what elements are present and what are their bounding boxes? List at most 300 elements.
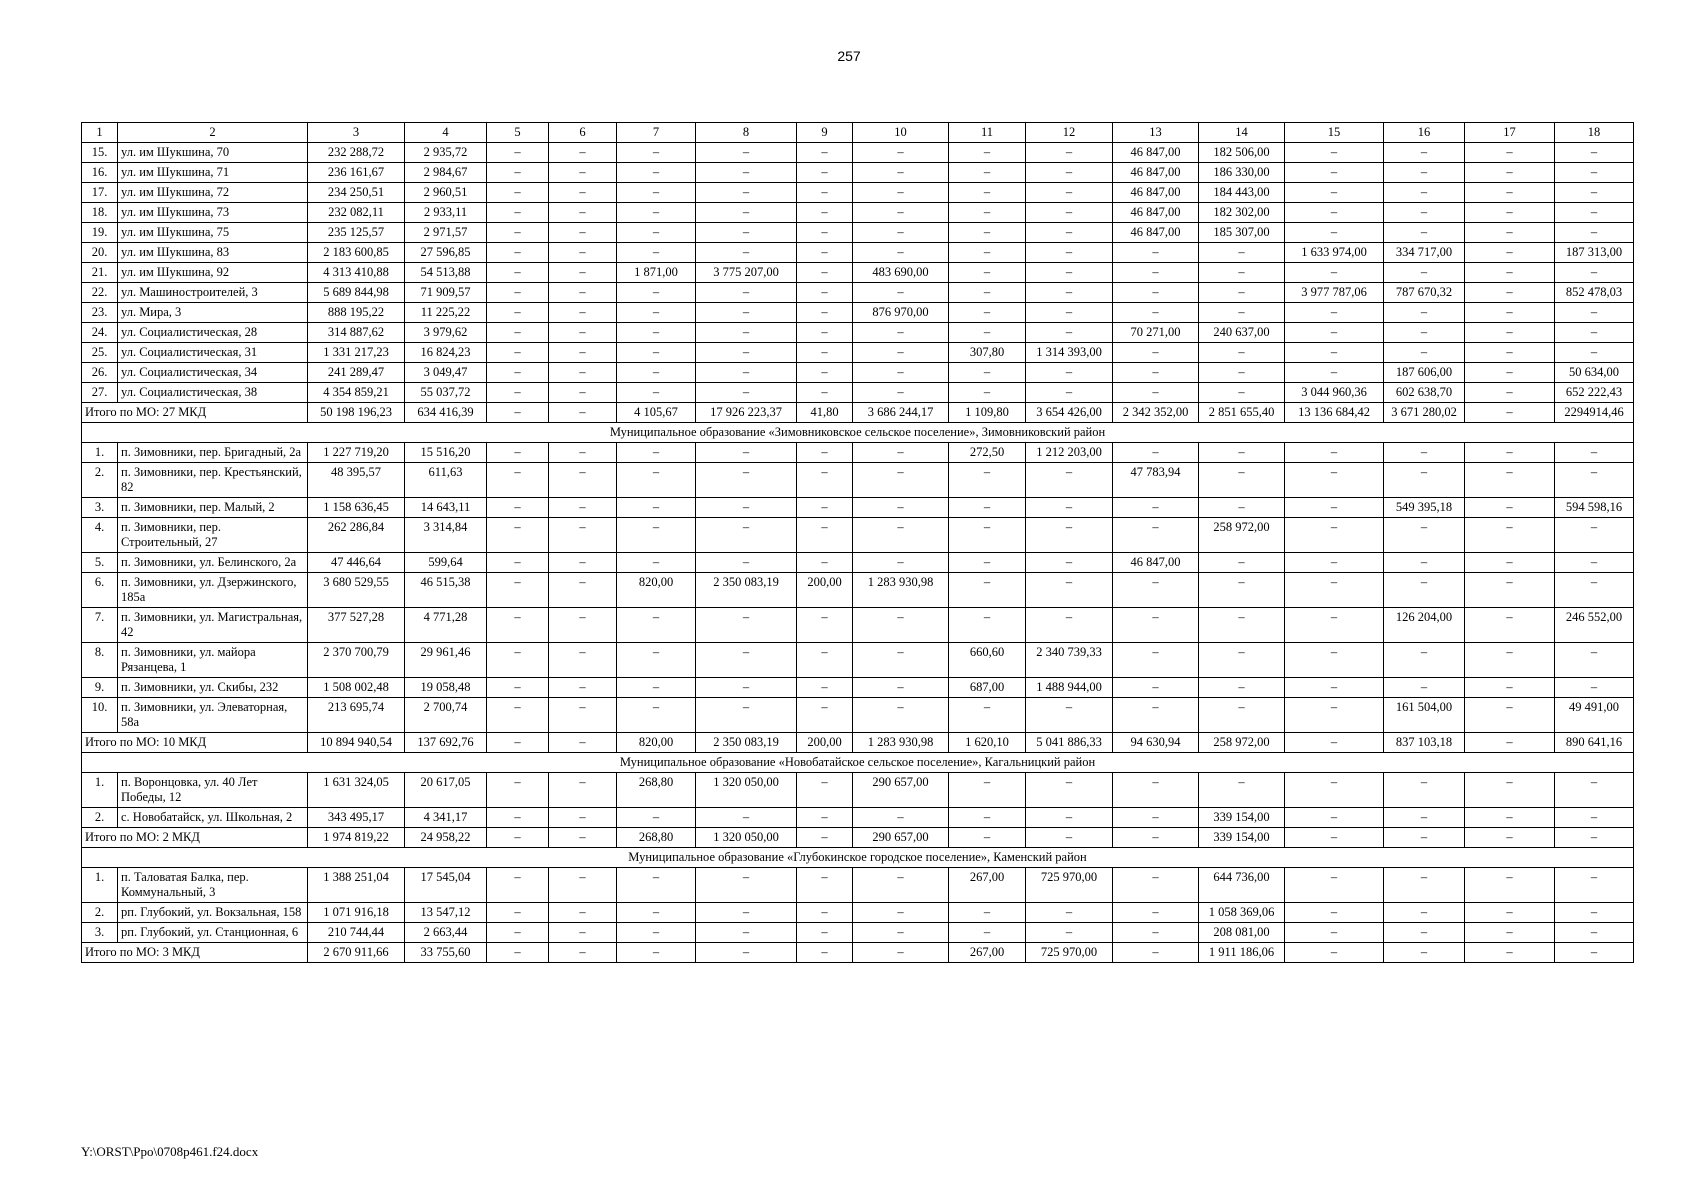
table-cell: – [853, 163, 949, 183]
table-cell: – [1199, 678, 1285, 698]
table-cell: 334 717,00 [1384, 243, 1465, 263]
table-cell: 3 686 244,17 [853, 403, 949, 423]
table-cell: 267,00 [949, 943, 1026, 963]
column-header: 7 [617, 123, 696, 143]
column-header: 5 [487, 123, 549, 143]
table-cell: – [1384, 343, 1465, 363]
table-cell: – [487, 868, 549, 903]
table-cell: – [853, 498, 949, 518]
table-cell: – [487, 573, 549, 608]
table-cell: – [853, 923, 949, 943]
table-cell: 314 887,62 [308, 323, 405, 343]
table-cell: 13 547,12 [405, 903, 487, 923]
table-cell: – [1555, 573, 1634, 608]
table-cell: – [1555, 868, 1634, 903]
table-cell: – [696, 923, 797, 943]
table-cell: 5 689 844,98 [308, 283, 405, 303]
table-cell: – [1026, 283, 1113, 303]
table-cell: – [1384, 143, 1465, 163]
table-cell: – [1285, 698, 1384, 733]
table-cell: 161 504,00 [1384, 698, 1465, 733]
table-cell: – [1026, 143, 1113, 163]
table-cell: 3 671 280,02 [1384, 403, 1465, 423]
table-cell: 5 041 886,33 [1026, 733, 1113, 753]
table-cell: – [487, 163, 549, 183]
table-cell: 634 416,39 [405, 403, 487, 423]
table-cell: – [487, 303, 549, 323]
table-cell: – [1285, 323, 1384, 343]
table-cell: – [1465, 403, 1555, 423]
table-cell: – [1285, 443, 1384, 463]
table-cell: 890 641,16 [1555, 733, 1634, 753]
table-cell: 1 227 719,20 [308, 443, 405, 463]
table-cell: – [1113, 518, 1199, 553]
section-header-row [82, 753, 1634, 773]
table-cell: – [696, 903, 797, 923]
row-number: 4. [82, 518, 118, 553]
table-cell: – [617, 698, 696, 733]
table-cell: 820,00 [617, 733, 696, 753]
table-cell: – [617, 463, 696, 498]
column-header: 16 [1384, 123, 1465, 143]
table-cell: – [1465, 608, 1555, 643]
table-cell: 1 911 186,06 [1199, 943, 1285, 963]
table-cell: – [853, 463, 949, 498]
table-cell: – [1555, 203, 1634, 223]
table-cell: – [1113, 283, 1199, 303]
table-cell: – [696, 443, 797, 463]
table-cell: – [549, 698, 617, 733]
table-cell: – [617, 143, 696, 163]
table-cell: 2294914,46 [1555, 403, 1634, 423]
table-cell: 2 370 700,79 [308, 643, 405, 678]
address-cell: п. Зимовники, пер. Строительный, 27 [118, 518, 308, 553]
total-row [82, 403, 1634, 423]
table-cell: – [1465, 553, 1555, 573]
table-cell: 200,00 [797, 733, 853, 753]
column-header: 1 [82, 123, 118, 143]
table-row [82, 223, 1634, 243]
table-cell: – [617, 608, 696, 643]
table-cell: – [1199, 263, 1285, 283]
table-cell: – [1285, 828, 1384, 848]
table-cell: 3 044 960,36 [1285, 383, 1384, 403]
table-cell: – [797, 943, 853, 963]
table-cell: – [1465, 243, 1555, 263]
table-cell: – [487, 553, 549, 573]
table-cell: 1 331 217,23 [308, 343, 405, 363]
table-cell: – [487, 183, 549, 203]
table-cell: – [617, 643, 696, 678]
table-cell: – [1384, 263, 1465, 283]
table-cell: 3 979,62 [405, 323, 487, 343]
table-cell: – [797, 323, 853, 343]
table-cell: 2 183 600,85 [308, 243, 405, 263]
table-cell: – [1113, 943, 1199, 963]
table-cell: – [549, 643, 617, 678]
table-cell: – [797, 383, 853, 403]
column-header: 2 [118, 123, 308, 143]
table-cell: 27 596,85 [405, 243, 487, 263]
table-row [82, 608, 1634, 643]
table-cell: – [1465, 868, 1555, 903]
table-cell: – [1199, 343, 1285, 363]
table-cell: – [617, 183, 696, 203]
table-cell: 599,64 [405, 553, 487, 573]
table-cell: – [1285, 518, 1384, 553]
table-cell: – [549, 143, 617, 163]
table-cell: 876 970,00 [853, 303, 949, 323]
table-cell: – [1113, 868, 1199, 903]
table-cell: – [797, 643, 853, 678]
row-number: 17. [82, 183, 118, 203]
table-cell: – [696, 343, 797, 363]
row-number: 25. [82, 343, 118, 363]
table-cell: – [1384, 573, 1465, 608]
table-cell: – [1199, 698, 1285, 733]
table-cell: – [949, 323, 1026, 343]
table-cell: – [1384, 943, 1465, 963]
table-cell: – [1384, 808, 1465, 828]
table-cell: 33 755,60 [405, 943, 487, 963]
table-cell: – [797, 163, 853, 183]
table-cell: 46 847,00 [1113, 143, 1199, 163]
table-cell: – [1199, 608, 1285, 643]
table-cell: – [1555, 263, 1634, 283]
table-cell: – [1285, 303, 1384, 323]
table-cell: – [797, 243, 853, 263]
table-cell: – [1199, 463, 1285, 498]
table-cell: 17 545,04 [405, 868, 487, 903]
table-cell: – [487, 643, 549, 678]
table-cell: 1 109,80 [949, 403, 1026, 423]
table-row [82, 903, 1634, 923]
table-cell: 19 058,48 [405, 678, 487, 698]
table-row [82, 183, 1634, 203]
table-cell: 1 071 916,18 [308, 903, 405, 923]
table-cell: 343 495,17 [308, 808, 405, 828]
table-cell: 1 320 050,00 [696, 773, 797, 808]
table-cell: – [797, 923, 853, 943]
section-header-row [82, 848, 1634, 868]
table-row [82, 343, 1634, 363]
column-header: 11 [949, 123, 1026, 143]
row-number: 21. [82, 263, 118, 283]
address-cell: п. Таловатая Балка, пер. Коммунальный, 3 [118, 868, 308, 903]
table-cell: – [1555, 678, 1634, 698]
table-cell: 339 154,00 [1199, 808, 1285, 828]
table-cell: – [549, 573, 617, 608]
table-cell: – [1026, 363, 1113, 383]
table-cell: 29 961,46 [405, 643, 487, 678]
table-cell: – [853, 343, 949, 363]
table-row [82, 808, 1634, 828]
table-cell: 55 037,72 [405, 383, 487, 403]
table-cell: – [797, 868, 853, 903]
table-cell: – [1026, 463, 1113, 498]
table-cell: – [1026, 183, 1113, 203]
table-cell: 888 195,22 [308, 303, 405, 323]
table-cell: – [1555, 808, 1634, 828]
table-cell: – [949, 828, 1026, 848]
table-cell: – [487, 463, 549, 498]
table-cell: 594 598,16 [1555, 498, 1634, 518]
table-cell: 852 478,03 [1555, 283, 1634, 303]
address-cell: п. Зимовники, ул. Скибы, 232 [118, 678, 308, 698]
table-cell: – [797, 223, 853, 243]
column-header: 6 [549, 123, 617, 143]
table-cell: – [797, 698, 853, 733]
address-cell: п. Зимовники, пер. Крестьянский, 82 [118, 463, 308, 498]
table-cell: – [1465, 363, 1555, 383]
table-cell: – [1555, 903, 1634, 923]
table-cell: – [549, 283, 617, 303]
table-cell: 2 670 911,66 [308, 943, 405, 963]
table-cell: 2 971,57 [405, 223, 487, 243]
table-cell: – [1199, 573, 1285, 608]
address-cell: ул. им Шукшина, 92 [118, 263, 308, 283]
table-cell: – [797, 203, 853, 223]
table-cell: – [1465, 678, 1555, 698]
column-header: 4 [405, 123, 487, 143]
column-header: 17 [1465, 123, 1555, 143]
table-cell: – [696, 808, 797, 828]
table-cell: 262 286,84 [308, 518, 405, 553]
table-cell: – [617, 903, 696, 923]
table-cell: – [1026, 923, 1113, 943]
table-cell: 3 654 426,00 [1026, 403, 1113, 423]
table-cell: – [949, 923, 1026, 943]
table-cell: 2 663,44 [405, 923, 487, 943]
table-cell: – [1555, 343, 1634, 363]
table-cell: – [853, 323, 949, 343]
table-cell: – [949, 203, 1026, 223]
table-cell: – [797, 143, 853, 163]
table-cell: – [1555, 518, 1634, 553]
table-cell: – [949, 223, 1026, 243]
table-cell: 13 136 684,42 [1285, 403, 1384, 423]
total-row [82, 828, 1634, 848]
table-cell: – [853, 608, 949, 643]
table-cell: – [549, 608, 617, 643]
table-cell: – [1285, 498, 1384, 518]
address-cell: п. Зимовники, ул. Дзержинского, 185а [118, 573, 308, 608]
table-cell: – [949, 808, 1026, 828]
table-cell: 1 631 324,05 [308, 773, 405, 808]
table-row [82, 243, 1634, 263]
table-cell: – [949, 698, 1026, 733]
table-cell: 549 395,18 [1384, 498, 1465, 518]
table-cell: 1 212 203,00 [1026, 443, 1113, 463]
address-cell: п. Зимовники, пер. Малый, 2 [118, 498, 308, 518]
table-cell: 2 960,51 [405, 183, 487, 203]
table-cell: – [1465, 203, 1555, 223]
table-cell: – [1113, 243, 1199, 263]
table-cell: – [1113, 608, 1199, 643]
table-cell: – [1113, 443, 1199, 463]
table-cell: – [949, 303, 1026, 323]
table-cell: 307,80 [949, 343, 1026, 363]
table-cell: 660,60 [949, 643, 1026, 678]
table-cell: – [1199, 553, 1285, 573]
table-cell: – [1199, 383, 1285, 403]
table-cell: – [1026, 323, 1113, 343]
table-row [82, 263, 1634, 283]
table-cell: – [1285, 143, 1384, 163]
address-cell: ул. им Шукшина, 75 [118, 223, 308, 243]
table-cell: – [549, 518, 617, 553]
table-cell: – [1465, 943, 1555, 963]
row-number: 19. [82, 223, 118, 243]
table-cell: 2 342 352,00 [1113, 403, 1199, 423]
table-cell: – [1384, 183, 1465, 203]
table-cell: 20 617,05 [405, 773, 487, 808]
table-cell: – [1465, 443, 1555, 463]
table-cell: 235 125,57 [308, 223, 405, 243]
table-cell: – [853, 383, 949, 403]
table-cell: – [487, 403, 549, 423]
table-cell: – [617, 943, 696, 963]
table-cell: – [696, 943, 797, 963]
address-cell: ул. им Шукшина, 73 [118, 203, 308, 223]
row-number: 18. [82, 203, 118, 223]
table-cell: – [1199, 283, 1285, 303]
address-cell: п. Зимовники, пер. Бригадный, 2а [118, 443, 308, 463]
table-cell: – [1026, 203, 1113, 223]
table-cell: – [696, 363, 797, 383]
table-cell: 290 657,00 [853, 773, 949, 808]
table-cell: – [853, 903, 949, 923]
table-cell: 2 851 655,40 [1199, 403, 1285, 423]
table-cell: – [853, 223, 949, 243]
row-number: 16. [82, 163, 118, 183]
table-cell: – [549, 773, 617, 808]
table-cell: – [949, 283, 1026, 303]
table-cell: – [1026, 828, 1113, 848]
table-cell: 10 894 940,54 [308, 733, 405, 753]
table-cell: – [1465, 808, 1555, 828]
table-cell: – [1465, 828, 1555, 848]
table-cell: – [1465, 183, 1555, 203]
table-cell: – [696, 143, 797, 163]
table-cell: – [797, 608, 853, 643]
table-cell: 820,00 [617, 573, 696, 608]
table-cell: – [487, 518, 549, 553]
table-cell: – [617, 923, 696, 943]
table-row [82, 698, 1634, 733]
table-cell: – [1285, 203, 1384, 223]
section-header-row [82, 423, 1634, 443]
table-cell: – [1465, 343, 1555, 363]
table-cell: – [1285, 903, 1384, 923]
table-cell: 46 847,00 [1113, 203, 1199, 223]
table-cell: 46 847,00 [1113, 553, 1199, 573]
table-cell: – [549, 383, 617, 403]
table-cell: – [487, 443, 549, 463]
table-cell: – [949, 243, 1026, 263]
table-cell: 11 225,22 [405, 303, 487, 323]
table-cell: – [797, 808, 853, 828]
table-cell: 47 783,94 [1113, 463, 1199, 498]
table-cell: – [797, 363, 853, 383]
table-cell: – [549, 463, 617, 498]
total-label: Итого по МО: 2 МКД [82, 828, 308, 848]
table-cell: – [797, 443, 853, 463]
table-cell: 50 198 196,23 [308, 403, 405, 423]
table-cell: 232 288,72 [308, 143, 405, 163]
table-cell: – [617, 868, 696, 903]
table-cell: – [1285, 733, 1384, 753]
address-cell: рп. Глубокий, ул. Станционная, 6 [118, 923, 308, 943]
table-cell: – [1384, 223, 1465, 243]
table-cell: – [487, 363, 549, 383]
table-cell: 182 302,00 [1199, 203, 1285, 223]
table-cell: – [949, 363, 1026, 383]
address-cell: ул. им Шукшина, 83 [118, 243, 308, 263]
table-cell: – [949, 498, 1026, 518]
row-number: 1. [82, 773, 118, 808]
table-cell: – [1465, 698, 1555, 733]
table-cell: – [797, 903, 853, 923]
row-number: 24. [82, 323, 118, 343]
table-cell: 210 744,44 [308, 923, 405, 943]
table-cell: – [549, 303, 617, 323]
table-cell: – [1113, 498, 1199, 518]
table-cell: – [797, 773, 853, 808]
table-cell: – [696, 498, 797, 518]
table-cell: – [1465, 733, 1555, 753]
table-cell: 15 516,20 [405, 443, 487, 463]
table-cell: – [549, 203, 617, 223]
table-cell: – [1465, 143, 1555, 163]
table-cell: – [853, 698, 949, 733]
table-cell: – [1465, 163, 1555, 183]
table-cell: 258 972,00 [1199, 733, 1285, 753]
table-cell: 46 847,00 [1113, 183, 1199, 203]
row-number: 26. [82, 363, 118, 383]
column-header: 14 [1199, 123, 1285, 143]
table-cell: – [617, 343, 696, 363]
table-cell: – [1384, 868, 1465, 903]
table-cell: 232 082,11 [308, 203, 405, 223]
column-header: 18 [1555, 123, 1634, 143]
table-cell: 187 313,00 [1555, 243, 1634, 263]
table-row [82, 303, 1634, 323]
table-cell: – [617, 553, 696, 573]
table-cell: 1 320 050,00 [696, 828, 797, 848]
address-cell: п. Воронцовка, ул. 40 Лет Победы, 12 [118, 773, 308, 808]
table-cell: – [1113, 808, 1199, 828]
table-cell: – [549, 868, 617, 903]
table-cell: – [1465, 323, 1555, 343]
table-cell: – [1285, 808, 1384, 828]
table-cell: – [1113, 698, 1199, 733]
table-row [82, 518, 1634, 553]
section-title: Муниципальное образование «Зимовниковское сельское поселение», Зимовниковский район [82, 423, 1634, 443]
table-cell: 14 643,11 [405, 498, 487, 518]
address-cell: ул. Машиностроителей, 3 [118, 283, 308, 303]
address-cell: п. Зимовники, ул. майора Рязанцева, 1 [118, 643, 308, 678]
address-cell: ул. Социалистическая, 38 [118, 383, 308, 403]
table-cell: 1 283 930,98 [853, 733, 949, 753]
table-cell: – [617, 203, 696, 223]
table-cell: – [549, 828, 617, 848]
address-cell: ул. Социалистическая, 28 [118, 323, 308, 343]
table-cell: – [797, 303, 853, 323]
data-table-container [81, 122, 1623, 963]
table-cell: – [549, 163, 617, 183]
table-cell: – [1113, 263, 1199, 283]
